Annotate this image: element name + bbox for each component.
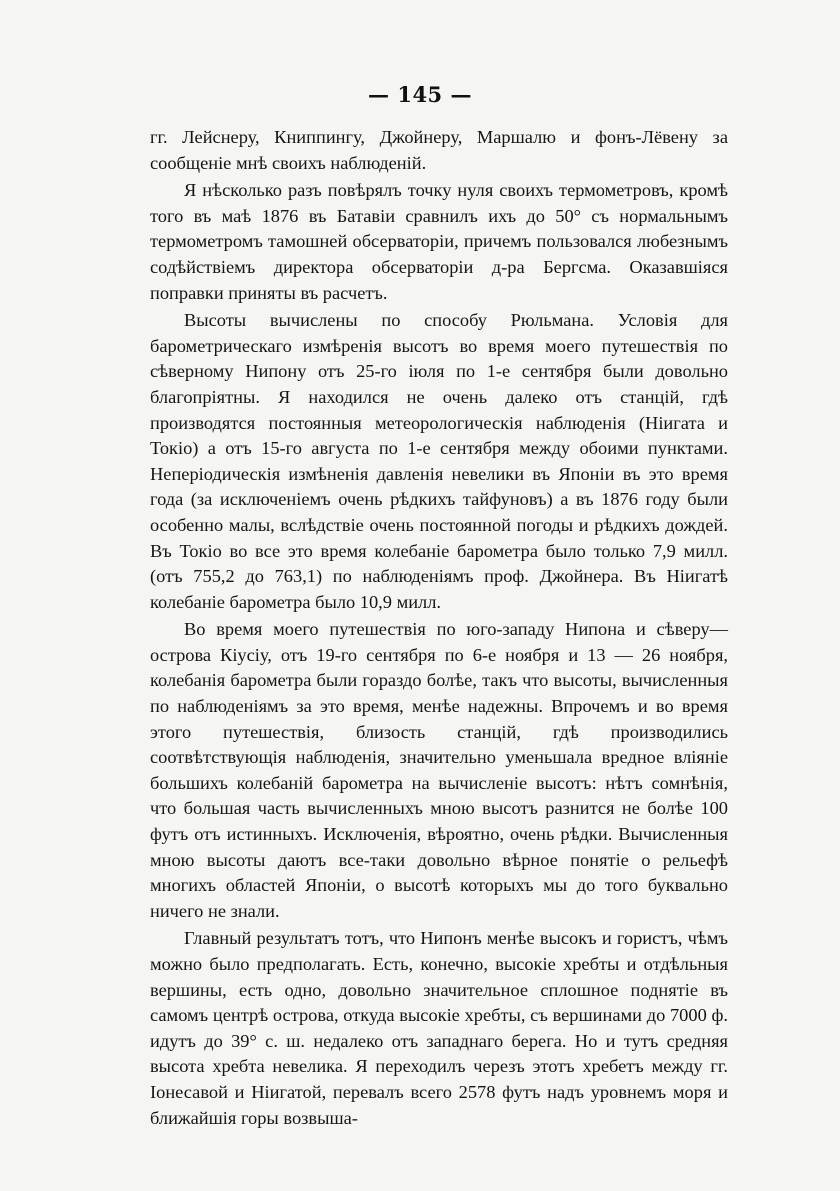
page-number: — 145 — — [368, 82, 472, 107]
paragraph-1: гг. Лейснеру, Книппингу, Джойнеру, Маршалю и фонъ-Лёвену за сообщеніе мнѣ своихъ наблюденій. — [150, 127, 728, 173]
paragraph-2: Я нѣсколько разъ повѣрялъ точку нуля своихъ термометровъ, кромѣ того въ маѣ 1876 въ Батавіи сравнилъ ихъ до 50° съ нормальнымъ термометромъ тамошней обсерваторіи, причемъ пользовался любезнымъ содѣйствіемъ директора обсерваторіи д-ра Бергсма. Оказавшіяся поправки приняты въ расчетъ. — [150, 180, 728, 303]
paragraph-4: Во время моего путешествія по юго-западу Нипона и сѣверу— острова Кіусіу, отъ 19-го сентября по 6-е ноября и 13 — 26 ноября, колебанія барометра были гораздо болѣе, такъ что высоты, вычисленныя по наблюденіямъ за это время, менѣе надежны. Впрочемъ и во время этого путешествія, близость станцій, гдѣ производились соотвѣтствующія наблюденія, значительно уменьшала вредное вліяніе большихъ колебаній барометра на вычисленіе высотъ: нѣтъ сомнѣнія, что большая часть вычисленныхъ мною высотъ разнится не болѣе 100 футъ отъ истинныхъ. Исключенія, вѣроятно, очень рѣдки. Вычисленныя мною высоты даютъ все-таки довольно вѣрное понятіе о рельефѣ многихъ областей Японіи, о высотѣ которыхъ мы до того буквально ничего не знали. — [150, 619, 728, 921]
paragraph-3: Высоты вычислены по способу Рюльмана. Условія для барометрическаго измѣренія высотъ во время моего путешествія по сѣверному Нипону отъ 25-го іюля по 1-е сентября были довольно благопріятны. Я находился не очень далеко отъ станцій, гдѣ производятся постоянныя метеорологическія наблюденія (Ніигата и Токіо) а отъ 15-го августа по 1-е сентября между обоими пунктами. Непеpіодическія измѣненія давленія невелики въ Японіи въ это время года (за исключеніемъ очень рѣдкихъ тайфуновъ) а въ 1876 году были особенно малы, вслѣдствіе очень постоянной погоды и рѣдкихъ дождей. Въ Токіо во все это время колебаніе барометра было только 7,9 милл. (отъ 755,2 до 763,1) по наблюденіямъ проф. Джойнера. Въ Ніигатѣ колебаніе барометра было 10,9 милл. — [150, 310, 728, 612]
body-text — [150, 125, 728, 1133]
paragraph-5: Главный результатъ тотъ, что Нипонъ менѣе высокъ и гористъ, чѣмъ можно было предполагать. Есть, конечно, высокіе хребты и отдѣльныя вершины, есть одно, довольно значительное сплошное поднятіе въ самомъ центрѣ острова, откуда высокіе хребты, съ вершинами до 7000 ф. идутъ до 39° с. ш. недалеко отъ западнаго берега. Но и тутъ средняя высота хребта невелика. Я переходилъ черезъ этотъ хребетъ между гг. Іонесавой и Ніигатой, перевалъ всего 2578 футъ надъ уровнемъ моря и ближайшія горы возвыша- — [150, 928, 728, 1128]
